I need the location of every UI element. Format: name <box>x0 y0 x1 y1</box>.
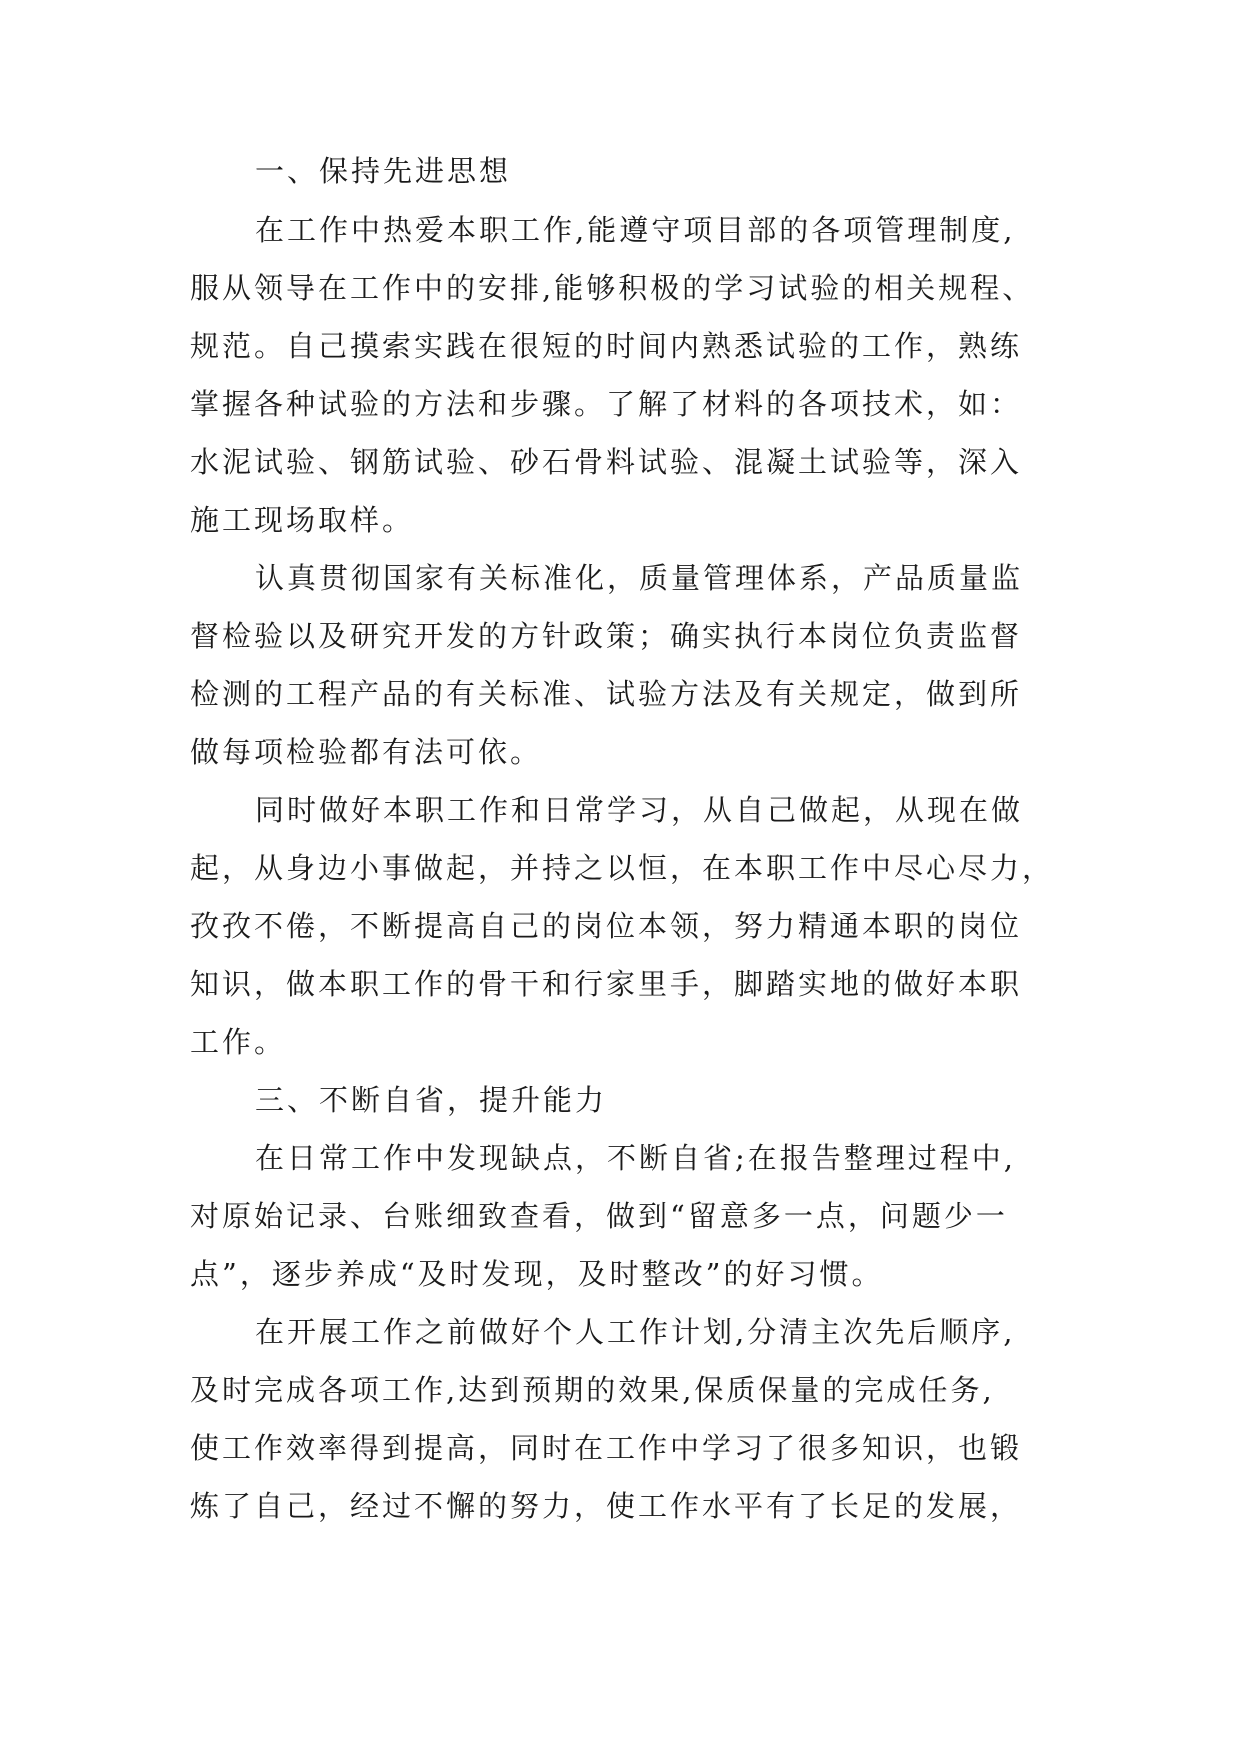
paragraph-line: 水泥试验、钢筋试验、砂石骨料试验、混凝土试验等，深入 <box>190 445 1023 479</box>
paragraph-line: 对原始记录、台账细致查看，做到“留意多一点，问题少一 <box>190 1199 1008 1233</box>
paragraph-line: 做每项检验都有法可依。 <box>190 735 543 769</box>
paragraph-line: 检测的工程产品的有关标准、试验方法及有关规定，做到所 <box>190 677 1023 711</box>
paragraph-line: 在日常工作中发现缺点，不断自省;在报告整理过程中, <box>255 1141 1016 1175</box>
paragraph-line: 知识，做本职工作的骨干和行家里手，脚踏实地的做好本职 <box>190 967 1023 1001</box>
paragraph-line: 规范。自己摸索实践在很短的时间内熟悉试验的工作，熟练 <box>190 329 1023 363</box>
paragraph-line: 在工作中热爱本职工作,能遵守项目部的各项管理制度, <box>255 213 1016 247</box>
paragraph-line: 孜孜不倦，不断提高自己的岗位本领，努力精通本职的岗位 <box>190 909 1023 943</box>
paragraph-line: 在开展工作之前做好个人工作计划,分清主次先后顺序, <box>255 1315 1016 1349</box>
paragraph-line: 起，从身边小事做起，并持之以恒，在本职工作中尽心尽力， <box>190 851 1055 885</box>
section-heading-1: 一、保持先进思想 <box>255 154 512 188</box>
paragraph-line: 服从领导在工作中的安排,能够积极的学习试验的相关规程、 <box>190 271 1035 305</box>
paragraph-line: 使工作效率得到提高，同时在工作中学习了很多知识，也锻 <box>190 1431 1023 1465</box>
paragraph-line: 及时完成各项工作,达到预期的效果,保质保量的完成任务, <box>190 1373 995 1407</box>
paragraph-line: 工作。 <box>190 1025 287 1059</box>
paragraph-line: 掌握各种试验的方法和步骤。了解了材料的各项技术，如： <box>190 387 1023 421</box>
section-heading-3: 三、不断自省，提升能力 <box>255 1083 608 1117</box>
paragraph-line: 点”，逐步养成“及时发现，及时整改”的好习惯。 <box>190 1257 884 1291</box>
paragraph-line: 炼了自己，经过不懈的努力，使工作水平有了长足的发展， <box>190 1489 1023 1523</box>
paragraph-line: 施工现场取样。 <box>190 503 415 537</box>
paragraph-line: 督检验以及研究开发的方针政策；确实执行本岗位负责监督 <box>190 619 1023 653</box>
paragraph-line: 同时做好本职工作和日常学习，从自己做起，从现在做 <box>255 793 1024 827</box>
paragraph-line: 认真贯彻国家有关标准化，质量管理体系，产品质量监 <box>255 561 1024 595</box>
